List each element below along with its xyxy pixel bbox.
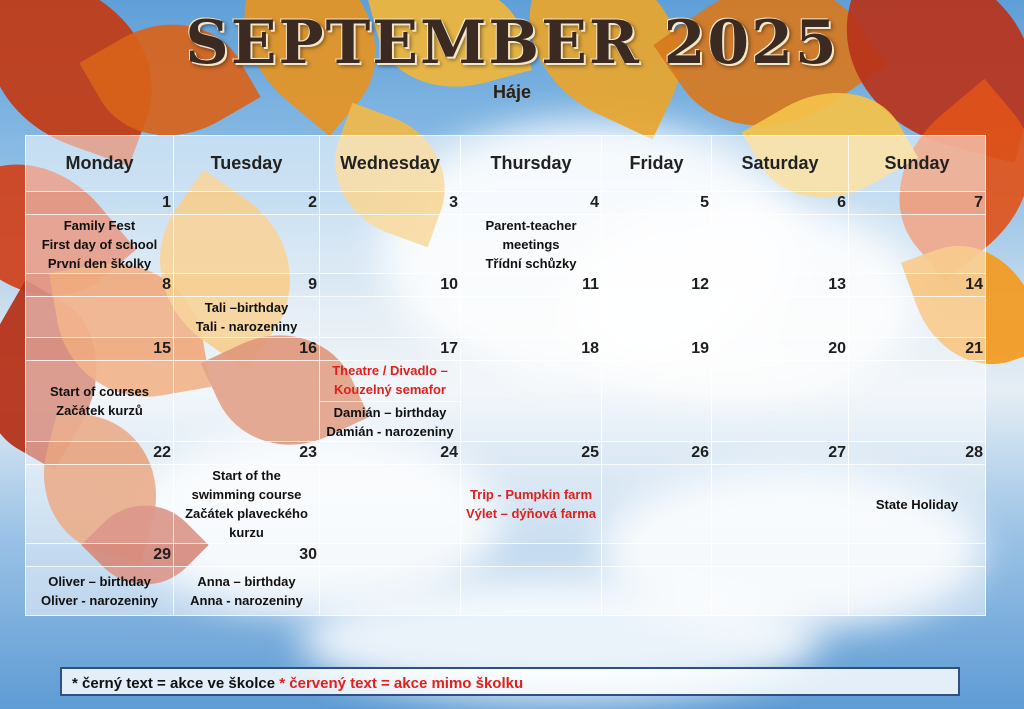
day-cell: [320, 465, 461, 544]
day-cell: [461, 215, 602, 274]
day-cell: [712, 361, 849, 442]
legend: [60, 667, 960, 696]
event-text: Začátek kurzů: [56, 403, 143, 418]
legend-black-text: černý text = akce ve školce: [82, 675, 276, 692]
day-cell: [320, 297, 461, 338]
event-text: meetings: [502, 236, 560, 252]
day-number: 13: [712, 274, 849, 297]
day-number: 16: [174, 338, 320, 361]
event-text: Start of courses: [50, 384, 149, 399]
day-cell: [461, 361, 602, 442]
day-cell: [712, 567, 849, 616]
day-number: [712, 544, 849, 567]
day-cell: [174, 215, 320, 274]
day-cell: [602, 361, 712, 442]
day-cell: [849, 465, 986, 544]
day-cell: [461, 567, 602, 616]
event-text: Třídní schůzky: [485, 255, 577, 271]
day-cell: [320, 215, 461, 274]
event-text: First day of school: [41, 236, 158, 252]
day-number-row: [26, 274, 986, 297]
day-cell: [602, 465, 712, 544]
day-cell: [461, 297, 602, 338]
day-number: 21: [849, 338, 986, 361]
day-number: 26: [602, 442, 712, 465]
event-text: swimming course: [191, 487, 302, 502]
day-number: 28: [849, 442, 986, 465]
day-number-row: [26, 192, 986, 215]
day-number: 3: [320, 192, 461, 215]
day-number: 25: [461, 442, 602, 465]
day-number: 11: [461, 274, 602, 297]
day-number: 27: [712, 442, 849, 465]
day-cell: [602, 297, 712, 338]
weekday-wednesday: Wednesday: [320, 136, 461, 192]
day-cell: [320, 361, 461, 442]
day-cell: [26, 465, 174, 544]
day-cell: [849, 361, 986, 442]
legend-red-marker: *: [279, 675, 286, 692]
day-cell: [26, 215, 174, 274]
weekday-thursday: Thursday: [461, 136, 602, 192]
weekday-monday: Monday: [26, 136, 174, 192]
event-text: Začátek plaveckého: [185, 506, 308, 521]
weekday-sunday: Sunday: [849, 136, 986, 192]
legend-red-text: červený text = akce mimo školku: [289, 675, 524, 692]
day-number: 24: [320, 442, 461, 465]
day-number: 8: [26, 274, 174, 297]
event-text: Anna - narozeniny: [190, 593, 303, 608]
day-cell: [26, 567, 174, 616]
day-number: 5: [602, 192, 712, 215]
day-number: [849, 544, 986, 567]
day-cell: [712, 297, 849, 338]
event-text: Start of the: [212, 468, 281, 483]
event-text: Trip - Pumpkin farm: [469, 487, 593, 502]
event-text: kurzu: [229, 525, 264, 540]
weekday-tuesday: Tuesday: [174, 136, 320, 192]
day-cell: [174, 361, 320, 442]
event-text: Oliver – birthday: [48, 574, 151, 589]
event-row: [26, 215, 986, 274]
event-text: Theatre / Divadlo –: [332, 363, 448, 378]
page-title: SEPTEMBER 2025: [185, 8, 839, 78]
day-cell: [174, 297, 320, 338]
event-text: Damián - narozeniny: [326, 424, 454, 439]
legend-black-marker: *: [72, 675, 78, 692]
day-cell: [174, 465, 320, 544]
day-cell: [174, 567, 320, 616]
event-text: Výlet – dýňová farma: [465, 506, 597, 521]
day-number: 1: [26, 192, 174, 215]
day-cell: [461, 465, 602, 544]
day-number: 4: [461, 192, 602, 215]
day-number: 10: [320, 274, 461, 297]
event-text: Oliver - narozeniny: [40, 593, 159, 608]
calendar-grid: [25, 135, 986, 616]
event-row: [26, 361, 986, 442]
day-cell: [320, 567, 461, 616]
day-number-row: [26, 338, 986, 361]
day-number-row: [26, 544, 986, 567]
event-text: State Holiday: [875, 496, 959, 512]
day-number: 2: [174, 192, 320, 215]
location-subtitle: Háje: [492, 82, 532, 102]
event-text: Tali –birthday: [204, 300, 289, 315]
day-number-row: [26, 442, 986, 465]
day-cell: [712, 215, 849, 274]
event-text: Kouzelný semafor: [334, 382, 446, 397]
day-number: 23: [174, 442, 320, 465]
day-number: 12: [602, 274, 712, 297]
day-number: 19: [602, 338, 712, 361]
day-number: 7: [849, 192, 986, 215]
day-number: 15: [26, 338, 174, 361]
day-number: 9: [174, 274, 320, 297]
day-number: [320, 544, 461, 567]
event-text: Damián – birthday: [320, 401, 460, 422]
day-number: 20: [712, 338, 849, 361]
day-cell: [26, 297, 174, 338]
day-number: 22: [26, 442, 174, 465]
event-text: Tali - narozeniny: [195, 319, 298, 334]
event-text: Parent-teacher: [485, 217, 577, 233]
weekday-saturday: Saturday: [712, 136, 849, 192]
day-number: [461, 544, 602, 567]
day-cell: [602, 567, 712, 616]
event-text: Family Fest: [63, 217, 136, 233]
day-cell: [602, 215, 712, 274]
day-number: 29: [26, 544, 174, 567]
day-cell: [849, 297, 986, 338]
day-number: 30: [174, 544, 320, 567]
day-number: 14: [849, 274, 986, 297]
weekday-header-row: [26, 136, 986, 192]
event-row: [26, 567, 986, 616]
day-number: 17: [320, 338, 461, 361]
event-row: [26, 297, 986, 338]
event-row: [26, 465, 986, 544]
day-number: 18: [461, 338, 602, 361]
day-cell: [849, 567, 986, 616]
day-cell: [849, 215, 986, 274]
weekday-friday: Friday: [602, 136, 712, 192]
day-number: 6: [712, 192, 849, 215]
event-text: Anna – birthday: [197, 574, 296, 589]
day-number: [602, 544, 712, 567]
day-cell: [26, 361, 174, 442]
event-text: První den školky: [47, 255, 152, 271]
day-cell: [712, 465, 849, 544]
